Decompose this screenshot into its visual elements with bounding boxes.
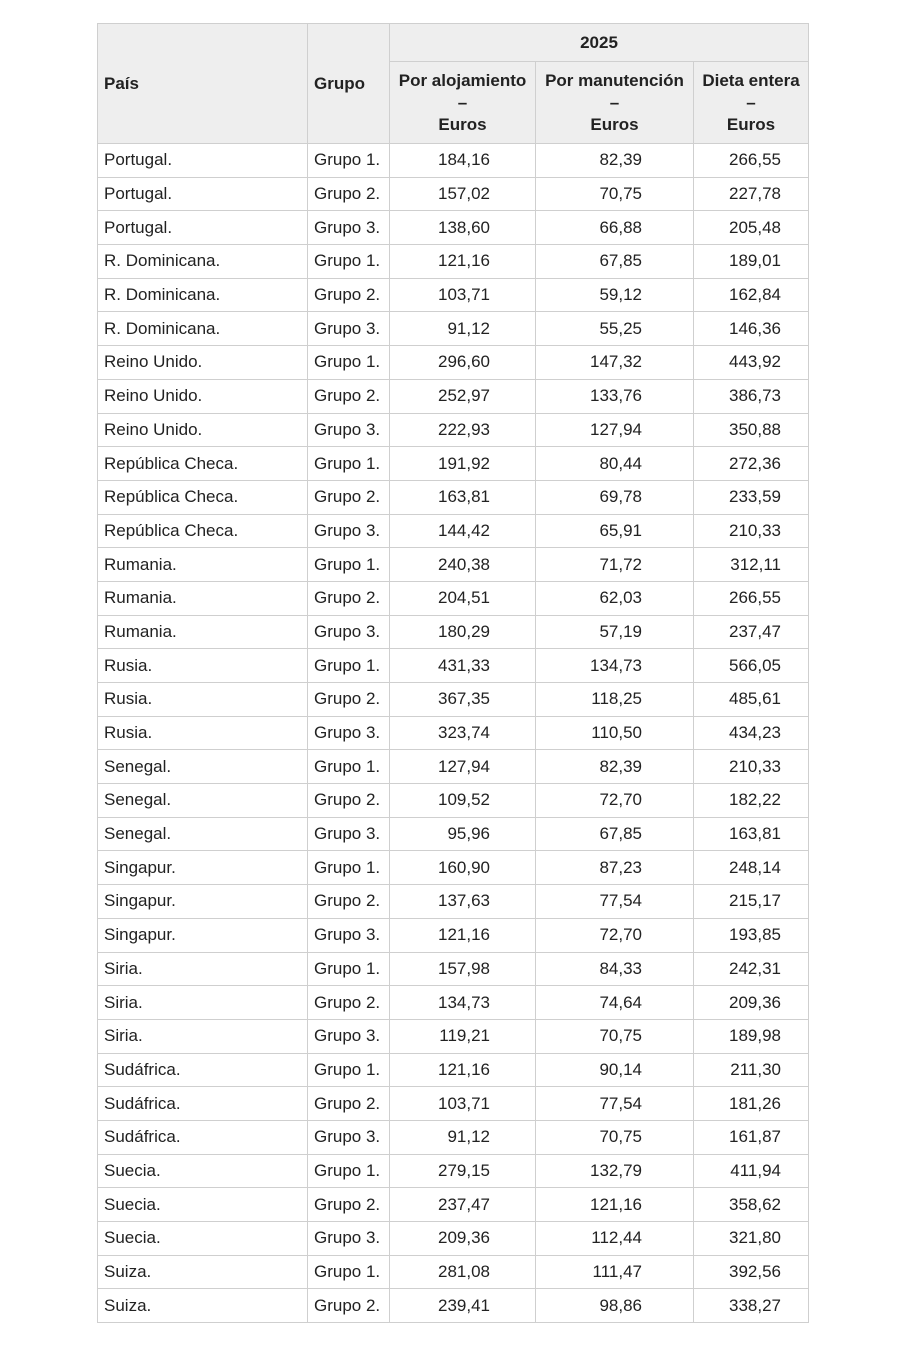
cell-country: Reino Unido. [98,413,308,447]
cell-country: Suiza. [98,1255,308,1289]
cell-lodging: 109,52 [390,784,536,818]
cell-meals: 112,44 [536,1222,694,1256]
cell-meals: 69,78 [536,480,694,514]
table-row [98,447,809,481]
cell-lodging: 103,71 [390,1087,536,1121]
cell-lodging: 237,47 [390,1188,536,1222]
cell-meals: 90,14 [536,1053,694,1087]
table-body [98,144,809,1323]
cell-full-allowance: 210,33 [694,514,809,548]
cell-country: Sudáfrica. [98,1053,308,1087]
cell-full-allowance: 215,17 [694,885,809,919]
cell-country: Rumania. [98,581,308,615]
cell-full-allowance: 242,31 [694,952,809,986]
cell-country: R. Dominicana. [98,278,308,312]
cell-lodging: 252,97 [390,379,536,413]
cell-group: Grupo 3. [308,413,390,447]
cell-country: Suecia. [98,1222,308,1256]
cell-full-allowance: 392,56 [694,1255,809,1289]
cell-meals: 70,75 [536,177,694,211]
cell-country: Reino Unido. [98,346,308,380]
table-row [98,750,809,784]
cell-meals: 77,54 [536,1087,694,1121]
cell-country: Suecia. [98,1188,308,1222]
cell-full-allowance: 233,59 [694,480,809,514]
cell-meals: 70,75 [536,1019,694,1053]
cell-meals: 111,47 [536,1255,694,1289]
cell-lodging: 157,98 [390,952,536,986]
header-meals: Por manutención – Euros [536,62,694,144]
cell-lodging: 121,16 [390,1053,536,1087]
cell-country: Portugal. [98,211,308,245]
cell-lodging: 222,93 [390,413,536,447]
cell-lodging: 240,38 [390,548,536,582]
cell-country: Rumania. [98,615,308,649]
cell-group: Grupo 1. [308,952,390,986]
cell-full-allowance: 211,30 [694,1053,809,1087]
cell-country: Portugal. [98,177,308,211]
cell-country: R. Dominicana. [98,312,308,346]
cell-meals: 87,23 [536,851,694,885]
cell-group: Grupo 2. [308,1188,390,1222]
cell-full-allowance: 338,27 [694,1289,809,1323]
allowance-table [97,23,809,1323]
cell-lodging: 323,74 [390,716,536,750]
cell-lodging: 279,15 [390,1154,536,1188]
cell-group: Grupo 1. [308,851,390,885]
cell-lodging: 160,90 [390,851,536,885]
cell-group: Grupo 1. [308,1255,390,1289]
cell-group: Grupo 3. [308,1019,390,1053]
table-row [98,1120,809,1154]
table-row [98,278,809,312]
cell-group: Grupo 3. [308,1222,390,1256]
cell-full-allowance: 312,11 [694,548,809,582]
cell-country: Suecia. [98,1154,308,1188]
table-row [98,1188,809,1222]
cell-group: Grupo 2. [308,581,390,615]
cell-full-allowance: 182,22 [694,784,809,818]
cell-meals: 72,70 [536,784,694,818]
table-row [98,312,809,346]
cell-full-allowance: 321,80 [694,1222,809,1256]
cell-full-allowance: 161,87 [694,1120,809,1154]
cell-meals: 72,70 [536,918,694,952]
cell-meals: 84,33 [536,952,694,986]
cell-group: Grupo 3. [308,615,390,649]
cell-full-allowance: 350,88 [694,413,809,447]
header-lodging: Por alojamiento – Euros [390,62,536,144]
cell-group: Grupo 3. [308,514,390,548]
table-row [98,784,809,818]
cell-full-allowance: 181,26 [694,1087,809,1121]
table-row [98,1154,809,1188]
cell-lodging: 431,33 [390,649,536,683]
cell-lodging: 134,73 [390,986,536,1020]
cell-country: República Checa. [98,447,308,481]
cell-full-allowance: 248,14 [694,851,809,885]
cell-group: Grupo 1. [308,1154,390,1188]
cell-country: Singapur. [98,851,308,885]
cell-full-allowance: 566,05 [694,649,809,683]
cell-meals: 77,54 [536,885,694,919]
cell-country: Rusia. [98,649,308,683]
cell-meals: 98,86 [536,1289,694,1323]
cell-country: Rusia. [98,683,308,717]
cell-lodging: 157,02 [390,177,536,211]
cell-full-allowance: 358,62 [694,1188,809,1222]
cell-lodging: 184,16 [390,144,536,178]
table-row [98,1019,809,1053]
table-row [98,817,809,851]
table-row [98,144,809,178]
cell-group: Grupo 1. [308,245,390,279]
cell-group: Grupo 3. [308,211,390,245]
cell-lodging: 91,12 [390,1120,536,1154]
cell-group: Grupo 2. [308,278,390,312]
cell-group: Grupo 3. [308,1120,390,1154]
cell-country: R. Dominicana. [98,245,308,279]
cell-group: Grupo 2. [308,1087,390,1121]
cell-meals: 147,32 [536,346,694,380]
cell-meals: 66,88 [536,211,694,245]
cell-country: Reino Unido. [98,379,308,413]
cell-full-allowance: 411,94 [694,1154,809,1188]
cell-meals: 133,76 [536,379,694,413]
cell-lodging: 127,94 [390,750,536,784]
cell-country: Rumania. [98,548,308,582]
table-row [98,1255,809,1289]
cell-group: Grupo 2. [308,480,390,514]
cell-group: Grupo 2. [308,683,390,717]
cell-country: Siria. [98,1019,308,1053]
cell-group: Grupo 2. [308,784,390,818]
cell-country: Singapur. [98,918,308,952]
cell-lodging: 91,12 [390,312,536,346]
cell-meals: 57,19 [536,615,694,649]
cell-full-allowance: 189,98 [694,1019,809,1053]
cell-lodging: 204,51 [390,581,536,615]
cell-group: Grupo 2. [308,885,390,919]
cell-lodging: 296,60 [390,346,536,380]
cell-meals: 82,39 [536,144,694,178]
table-row [98,245,809,279]
table-row [98,918,809,952]
cell-country: Singapur. [98,885,308,919]
cell-lodging: 103,71 [390,278,536,312]
cell-group: Grupo 2. [308,177,390,211]
header-full-allowance: Dieta entera – Euros [694,62,809,144]
cell-full-allowance: 210,33 [694,750,809,784]
cell-meals: 134,73 [536,649,694,683]
cell-group: Grupo 1. [308,447,390,481]
cell-meals: 55,25 [536,312,694,346]
table-row [98,177,809,211]
cell-full-allowance: 237,47 [694,615,809,649]
table-row [98,581,809,615]
table-row [98,1289,809,1323]
header-country: País [98,24,308,144]
cell-full-allowance: 266,55 [694,581,809,615]
cell-full-allowance: 443,92 [694,346,809,380]
cell-country: Suiza. [98,1289,308,1323]
table-row [98,615,809,649]
cell-lodging: 119,21 [390,1019,536,1053]
table-row [98,952,809,986]
table-row [98,514,809,548]
cell-country: Senegal. [98,750,308,784]
cell-group: Grupo 1. [308,346,390,380]
cell-group: Grupo 2. [308,1289,390,1323]
cell-country: Portugal. [98,144,308,178]
cell-full-allowance: 227,78 [694,177,809,211]
cell-lodging: 95,96 [390,817,536,851]
cell-group: Grupo 1. [308,750,390,784]
cell-group: Grupo 2. [308,986,390,1020]
table-row [98,716,809,750]
table-row [98,986,809,1020]
cell-lodging: 138,60 [390,211,536,245]
cell-meals: 132,79 [536,1154,694,1188]
cell-meals: 71,72 [536,548,694,582]
cell-lodging: 137,63 [390,885,536,919]
cell-group: Grupo 3. [308,918,390,952]
header-group: Grupo [308,24,390,144]
cell-full-allowance: 193,85 [694,918,809,952]
table-row [98,885,809,919]
cell-lodging: 239,41 [390,1289,536,1323]
cell-meals: 121,16 [536,1188,694,1222]
cell-group: Grupo 3. [308,312,390,346]
table-row [98,480,809,514]
cell-lodging: 163,81 [390,480,536,514]
cell-country: Siria. [98,952,308,986]
cell-country: Senegal. [98,817,308,851]
cell-country: República Checa. [98,480,308,514]
cell-lodging: 144,42 [390,514,536,548]
table-row [98,1053,809,1087]
cell-meals: 65,91 [536,514,694,548]
cell-lodging: 121,16 [390,245,536,279]
cell-group: Grupo 1. [308,548,390,582]
cell-country: Rusia. [98,716,308,750]
table-row [98,211,809,245]
cell-group: Grupo 3. [308,817,390,851]
cell-meals: 70,75 [536,1120,694,1154]
table-row [98,683,809,717]
table-row [98,346,809,380]
cell-full-allowance: 434,23 [694,716,809,750]
cell-country: Sudáfrica. [98,1120,308,1154]
cell-group: Grupo 1. [308,144,390,178]
table-row [98,379,809,413]
table-row [98,548,809,582]
cell-meals: 67,85 [536,245,694,279]
cell-meals: 110,50 [536,716,694,750]
cell-lodging: 191,92 [390,447,536,481]
table-row [98,1087,809,1121]
cell-meals: 80,44 [536,447,694,481]
cell-meals: 82,39 [536,750,694,784]
cell-full-allowance: 163,81 [694,817,809,851]
cell-country: República Checa. [98,514,308,548]
cell-lodging: 180,29 [390,615,536,649]
cell-full-allowance: 162,84 [694,278,809,312]
cell-meals: 67,85 [536,817,694,851]
header-year: 2025 [390,24,809,62]
cell-full-allowance: 266,55 [694,144,809,178]
cell-lodging: 367,35 [390,683,536,717]
cell-group: Grupo 1. [308,649,390,683]
cell-full-allowance: 189,01 [694,245,809,279]
table-row [98,649,809,683]
cell-full-allowance: 386,73 [694,379,809,413]
cell-meals: 62,03 [536,581,694,615]
cell-lodging: 209,36 [390,1222,536,1256]
cell-country: Siria. [98,986,308,1020]
cell-lodging: 121,16 [390,918,536,952]
cell-full-allowance: 485,61 [694,683,809,717]
cell-lodging: 281,08 [390,1255,536,1289]
cell-meals: 127,94 [536,413,694,447]
cell-country: Sudáfrica. [98,1087,308,1121]
cell-group: Grupo 3. [308,716,390,750]
cell-full-allowance: 272,36 [694,447,809,481]
cell-group: Grupo 1. [308,1053,390,1087]
table-row [98,413,809,447]
table-row [98,851,809,885]
cell-meals: 118,25 [536,683,694,717]
cell-country: Senegal. [98,784,308,818]
cell-group: Grupo 2. [308,379,390,413]
table-row [98,1222,809,1256]
cell-full-allowance: 209,36 [694,986,809,1020]
cell-meals: 59,12 [536,278,694,312]
cell-full-allowance: 146,36 [694,312,809,346]
cell-meals: 74,64 [536,986,694,1020]
cell-full-allowance: 205,48 [694,211,809,245]
